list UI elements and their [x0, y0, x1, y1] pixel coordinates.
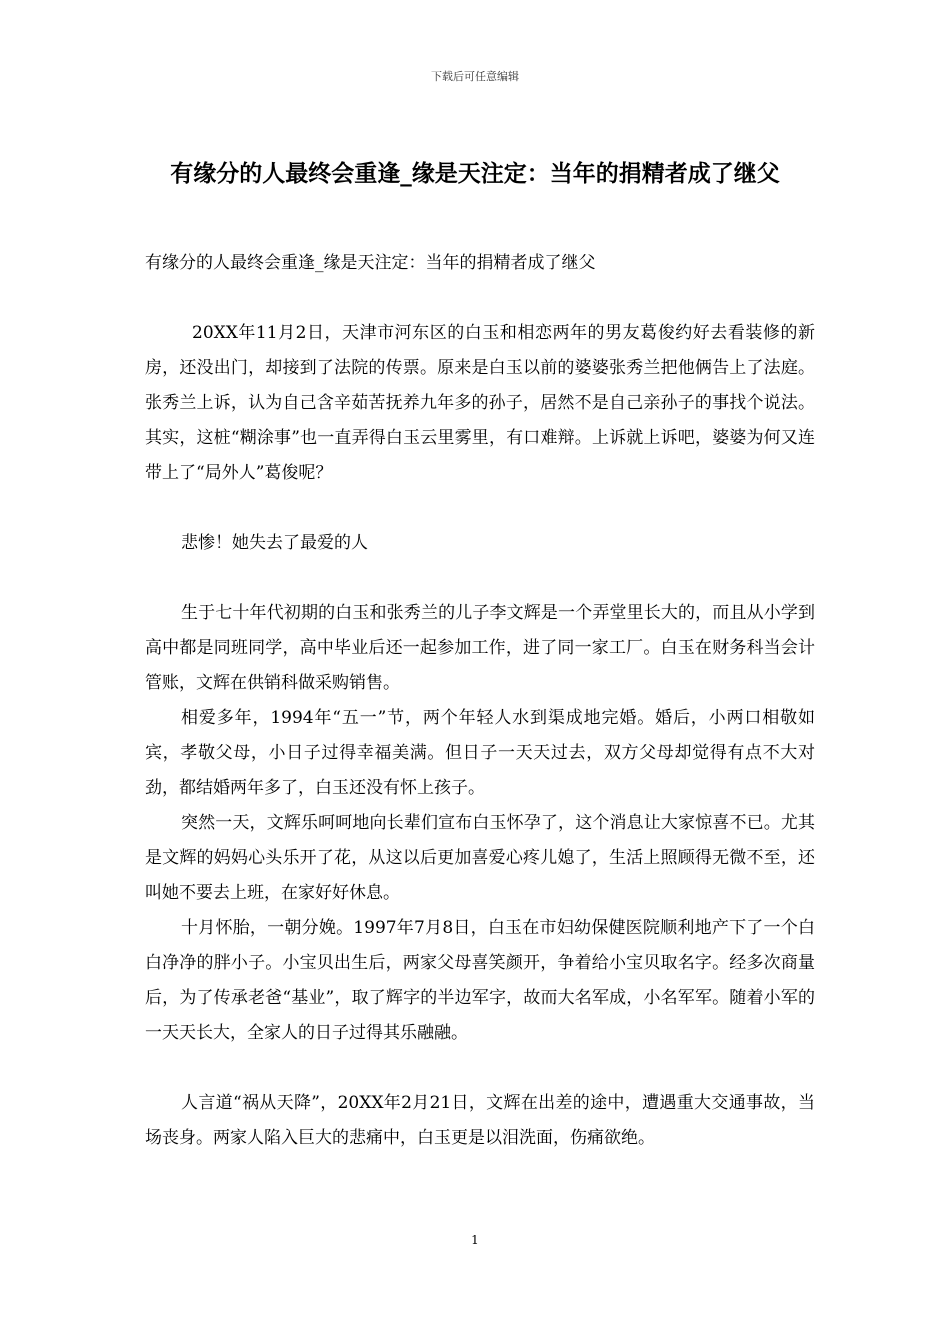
header-note: 下载后可任意编辑: [431, 70, 519, 83]
page-number: 1: [471, 1233, 479, 1247]
paragraph-1: 20XX年11月2日，天津市河东区的白玉和相恋两年的男友葛俊约好去看装修的新房，还没出门，却接到了法院的传票。原来是白玉以前的婆婆张秀兰把他俩告上了法庭。 张秀兰上诉，认为自己含辛茹苦抚养九年多的孙子，居然不是自己亲孙子的事找个说法。其实，这桩“糊涂事”也一直弄得白玉云里雾里，有口难辩。上诉就上诉吧，婆婆为何又连带上了“局外人”葛俊呢？: [145, 323, 815, 483]
paragraph-6: 人言道“祸从天降”，20XX年2月21日，文辉在出差的途中，遭遇重大交通事故，当场丧身。两家人陷入巨大的悲痛中，白玉更是以泪洗面，伤痛欲绝。: [145, 1093, 815, 1148]
paragraph-2: 生于七十年代初期的白玉和张秀兰的儿子李文辉是一个弄堂里长大的，而且从小学到高中都是同班同学，高中毕业后还一起参加工作，进了同一家工厂。白玉在财务科当会计管账，文辉在供销科做采购销售。: [145, 603, 815, 693]
paragraph-4: 突然一天，文辉乐呵呵地向长辈们宣布白玉怀孕了，这个消息让大家惊喜不已。尤其是文辉的妈妈心头乐开了花，从这以后更加喜爱心疼儿媳了，生活上照顾得无微不至，还叫她不要去上班，在家好好休息。: [145, 813, 815, 903]
document-body: [145, 246, 815, 1156]
section-heading: 悲惨！她失去了最爱的人: [181, 533, 368, 553]
document-title: 有缘分的人最终会重逢_缘是天注定：当年的捐精者成了继父: [170, 161, 780, 187]
document-subtitle: 有缘分的人最终会重逢_缘是天注定：当年的捐精者成了继父: [145, 253, 596, 273]
paragraph-3: 相爱多年，1994年“五一”节，两个年轻人水到渠成地完婚。婚后，小两口相敬如宾，孝敬父母，小日子过得幸福美满。但日子一天天过去，双方父母却觉得有点不大对劲，都结婚两年多了，白玉还没有怀上孩子。: [145, 708, 815, 798]
paragraph-5: 十月怀胎，一朝分娩。1997年7月8日，白玉在市妇幼保健医院顺利地产下了一个白白净净的胖小子。小宝贝出生后，两家父母喜笑颜开，争着给小宝贝取名字。经多次商量后，为了传承老爸“基业”，取了辉字的半边军字，故而大名军成，小名军军。随着小军的一天天长大，全家人的日子过得其乐融融。: [145, 918, 815, 1043]
